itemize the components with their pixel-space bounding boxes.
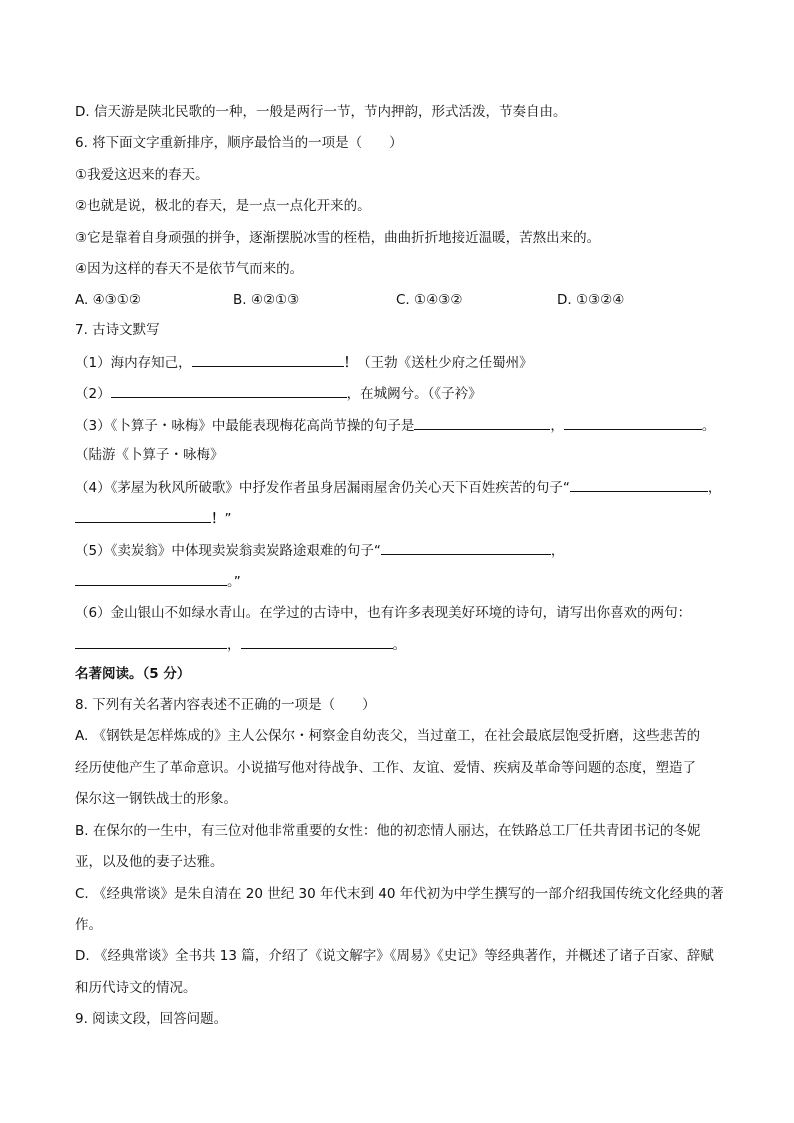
q7-item-5-prefix: （5）《卖炭翁》中体现卖炭翁卖炭路途艰难的句子“ bbox=[75, 543, 381, 559]
answer-blank[interactable] bbox=[570, 477, 708, 492]
q7-item-4-prefix: （4）《茅屋为秋风所破歌》中抒发作者虽身居漏雨屋舍仍关心天下百姓疾苦的句子“ bbox=[75, 480, 570, 496]
q7-item-3-period: 。 bbox=[701, 418, 716, 434]
q6-sentence-4: ④因为这样的春天不是依节气而来的。 bbox=[75, 261, 304, 277]
q7-item-6-comma: ， bbox=[227, 637, 241, 653]
q7-item-3-prefix: （3）《卜算子・咏梅》中最能表现梅花高尚节操的句子是 bbox=[75, 418, 415, 434]
q6-option-d: D. ①③②④ bbox=[557, 292, 625, 308]
q7-item-2-suffix: ，在城阙兮。（《子衿》 bbox=[346, 386, 482, 402]
q7-item-3-comma: ， bbox=[550, 418, 564, 434]
answer-blank[interactable] bbox=[564, 415, 702, 430]
q6-sentence-1: ①我爱这迟来的春天。 bbox=[75, 167, 209, 183]
q7-item-1 bbox=[75, 352, 533, 373]
q8-option-a-line-1: A. 《钢铁是怎样炼成的》主人公保尔・柯察金自幼丧父，当过童工，在社会最底层饱受折磨，这些悲苦的 bbox=[75, 728, 701, 744]
answer-blank[interactable] bbox=[381, 540, 551, 555]
q8-option-a-line-3: 保尔这一钢铁战士的形象。 bbox=[75, 791, 237, 807]
q6-stem: 6. 将下面文字重新排序，顺序最恰当的一项是（ ） bbox=[75, 135, 403, 151]
answer-blank[interactable] bbox=[75, 571, 227, 586]
answer-blank[interactable] bbox=[75, 634, 227, 649]
q5-option-d: D. 信天游是陕北民歌的一种，一般是两行一节，节内押韵，形式活泼，节奏自由。 bbox=[75, 104, 567, 120]
q7-item-4 bbox=[75, 477, 721, 498]
q7-stem: 7. 古诗文默写 bbox=[75, 322, 160, 338]
q7-item-1-mark: ！ bbox=[343, 355, 358, 371]
q8-option-a-line-2: 经历使他产生了革命意识。小说描写他对待战争、工作、友谊、爱情、疾病及革命等问题的态度，塑造了 bbox=[75, 760, 696, 776]
q7-item-6: （6）金山银山不如绿水青山。在学过的古诗中，也有许多表现美好环境的诗句，请写出你喜欢的两句： bbox=[75, 605, 692, 621]
q6-sentence-2: ②也就是说，极北的春天，是一点一点化开来的。 bbox=[75, 198, 371, 214]
q6-option-a: A. ④③①② bbox=[75, 292, 141, 308]
answer-blank[interactable] bbox=[192, 352, 344, 367]
q6-option-b: B. ④②①③ bbox=[233, 292, 300, 308]
q7-item-3-source: （陆游《卜算子・咏梅》 bbox=[75, 447, 224, 463]
q7-item-5-cont bbox=[75, 571, 241, 592]
q8-option-d-line-2: 和历代诗文的情况。 bbox=[75, 980, 197, 996]
q7-item-4-comma: ， bbox=[707, 480, 722, 496]
q7-item-1-source: （王勃《送杜少府之任蜀州》 bbox=[357, 355, 533, 371]
q9-stem: 9. 阅读文段，回答问题。 bbox=[75, 1011, 228, 1027]
q6-sentence-3: ③它是靠着自身顽强的拼争，逐渐摆脱冰雪的桎梏，曲曲折折地接近温暖，苦熬出来的。 bbox=[75, 230, 601, 246]
q7-item-2 bbox=[75, 383, 482, 404]
q8-option-c-line-1: C. 《经典常谈》是朱自清在 20 世纪 30 年代末到 40 年代初为中学生撰写的一部介绍我国传统文化经典的著 bbox=[75, 886, 724, 902]
q7-item-5-end: 。” bbox=[227, 574, 241, 590]
q8-option-b-line-2: 亚，以及他的妻子达雅。 bbox=[75, 854, 224, 870]
q7-item-5-comma: ， bbox=[550, 543, 565, 559]
q7-item-1-prefix: （1）海内存知己， bbox=[75, 355, 192, 371]
q7-item-6-period: 。 bbox=[392, 637, 406, 653]
q7-item-6-cont bbox=[75, 634, 406, 655]
q7-item-5 bbox=[75, 540, 564, 561]
q7-item-3 bbox=[75, 415, 715, 436]
q8-option-c-line-2: 作。 bbox=[75, 917, 102, 933]
q6-option-c: C. ①④③② bbox=[396, 292, 463, 308]
section-title: 名著阅读。（5 分） bbox=[75, 666, 191, 682]
q7-item-4-cont bbox=[75, 508, 232, 529]
answer-blank[interactable] bbox=[414, 415, 550, 430]
q8-option-d-line-1: D. 《经典常谈》全书共 13 篇，介绍了《说文解字》《周易》《史记》等经典著作，并概述了诸子百家、辞赋 bbox=[75, 948, 714, 964]
q7-item-4-quote: ” bbox=[224, 511, 232, 527]
q8-option-b-line-1: B. 在保尔的一生中，有三位对他非常重要的女性：他的初恋情人丽达，在铁路总工厂任共青团书记的冬妮 bbox=[75, 823, 701, 839]
q7-item-2-prefix: （2） bbox=[75, 386, 111, 402]
answer-blank[interactable] bbox=[241, 634, 393, 649]
q8-stem: 8. 下列有关名著内容表述不正确的一项是（ ） bbox=[75, 697, 376, 713]
answer-blank[interactable] bbox=[111, 383, 347, 398]
answer-blank[interactable] bbox=[75, 508, 211, 523]
q7-item-4-mark: ！ bbox=[211, 511, 225, 527]
